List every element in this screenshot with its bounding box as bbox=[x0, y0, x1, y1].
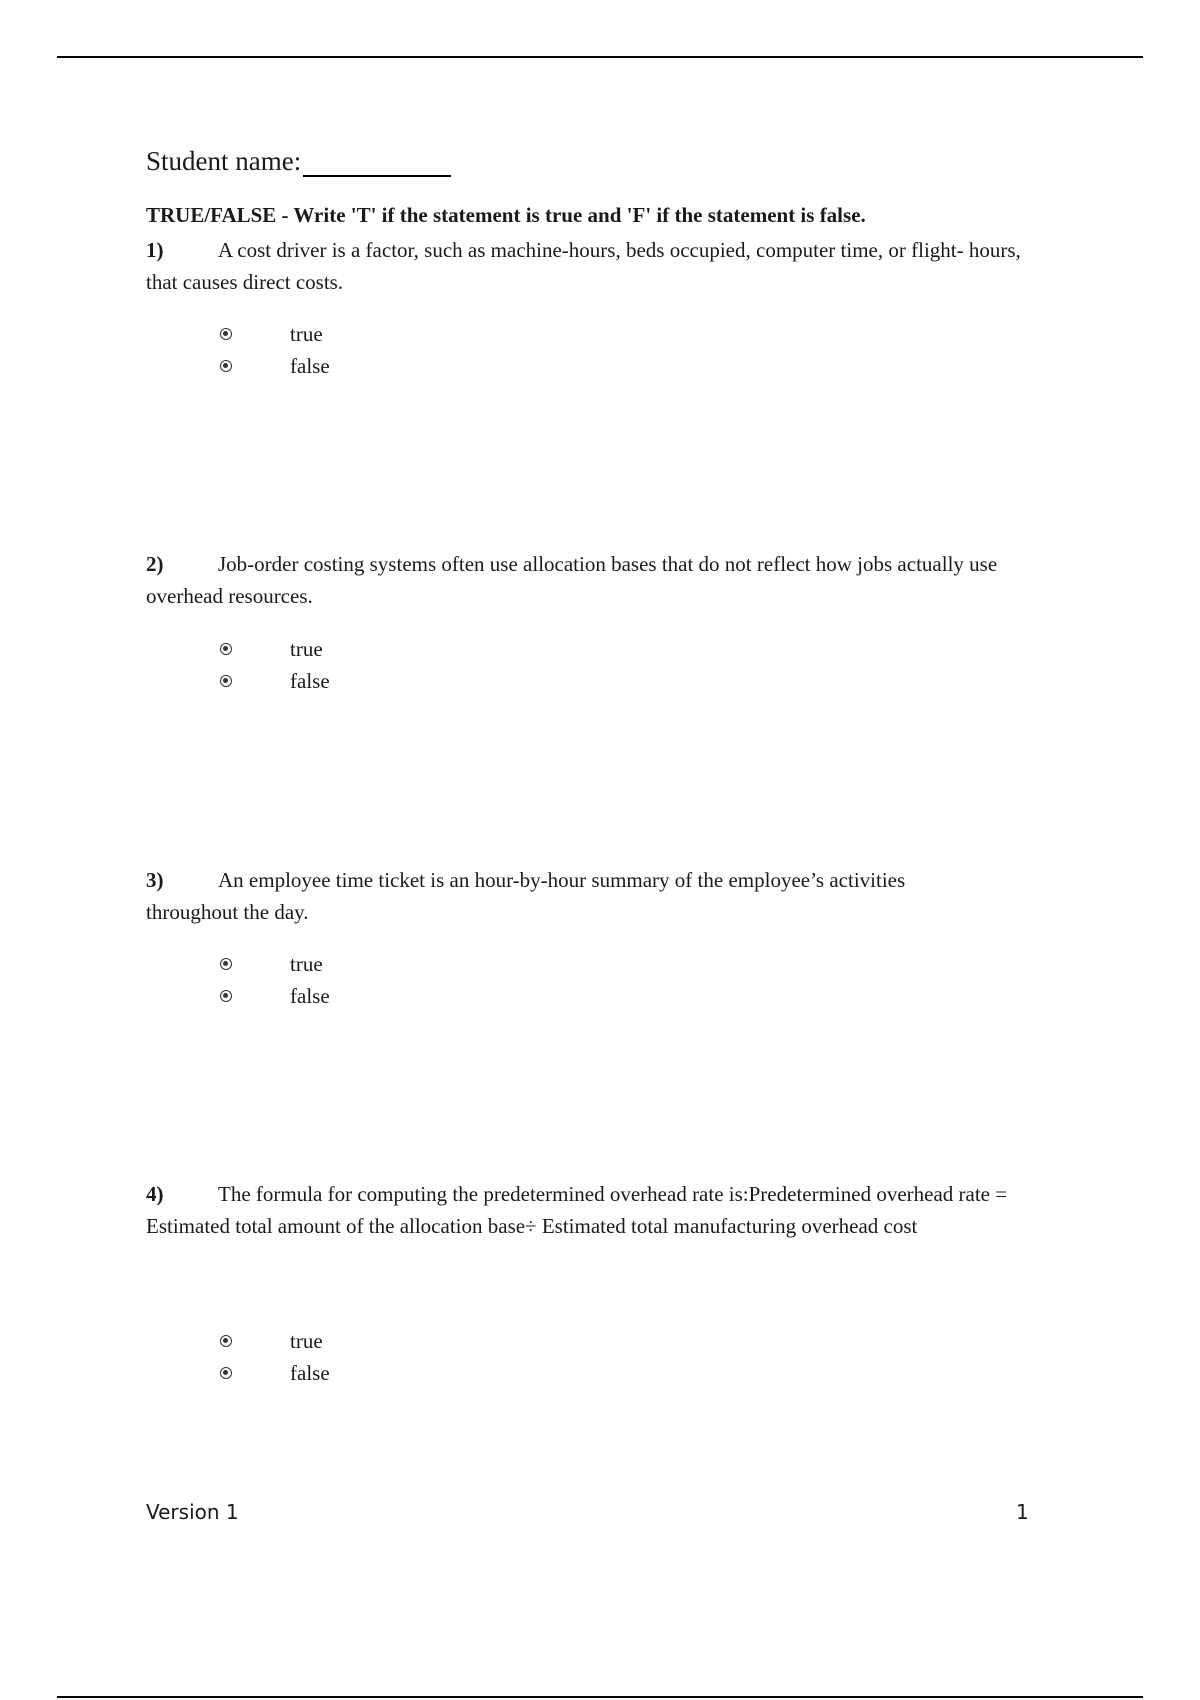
option-false[interactable] bbox=[220, 665, 330, 697]
question-text: The formula for computing the predetermined overhead rate is:Predetermined overhead rate = Estimated total amount of the allocation base÷ Estimated total manufacturing overhead cost bbox=[146, 1182, 1008, 1238]
option-true[interactable] bbox=[220, 318, 330, 350]
radio-icon[interactable] bbox=[220, 990, 232, 1002]
question-number: 1) bbox=[146, 238, 164, 262]
option-false[interactable] bbox=[220, 350, 330, 382]
radio-icon[interactable] bbox=[220, 328, 232, 340]
question-3-options bbox=[220, 948, 330, 1012]
option-label: false bbox=[290, 353, 330, 378]
student-name-line bbox=[146, 146, 451, 177]
question-text: An employee time ticket is an hour-by-hour summary of the employee’s activities throughout the day. bbox=[146, 868, 906, 924]
question-number: 3) bbox=[146, 868, 164, 892]
question-text: Job-order costing systems often use allocation bases that do not reflect how jobs actually use overhead resources. bbox=[146, 552, 998, 608]
question-1-options bbox=[220, 318, 330, 382]
option-false[interactable] bbox=[220, 980, 330, 1012]
radio-icon[interactable] bbox=[220, 360, 232, 372]
question-4 bbox=[146, 1178, 1076, 1242]
question-1 bbox=[146, 234, 1026, 298]
option-true[interactable] bbox=[220, 1325, 330, 1357]
footer-page-number: 1 bbox=[1016, 1500, 1029, 1524]
option-false[interactable] bbox=[220, 1357, 330, 1389]
question-3 bbox=[146, 864, 936, 928]
question-number: 4) bbox=[146, 1182, 164, 1206]
option-true[interactable] bbox=[220, 633, 330, 665]
question-2 bbox=[146, 548, 1016, 612]
radio-icon[interactable] bbox=[220, 1367, 232, 1379]
question-text: A cost driver is a factor, such as machine-hours, beds occupied, computer time, or flight- hours, that causes direct costs. bbox=[146, 238, 1021, 294]
option-label: true bbox=[290, 951, 323, 976]
footer-version: Version 1 bbox=[146, 1500, 239, 1524]
option-label: false bbox=[290, 1360, 330, 1385]
option-label: true bbox=[290, 636, 323, 661]
question-4-options bbox=[220, 1325, 330, 1389]
question-number: 2) bbox=[146, 552, 164, 576]
option-true[interactable] bbox=[220, 948, 330, 980]
radio-icon[interactable] bbox=[220, 675, 232, 687]
bottom-rule bbox=[57, 1696, 1143, 1698]
radio-icon[interactable] bbox=[220, 643, 232, 655]
question-2-options bbox=[220, 633, 330, 697]
radio-icon[interactable] bbox=[220, 1335, 232, 1347]
student-name-blank[interactable] bbox=[303, 147, 451, 177]
radio-icon[interactable] bbox=[220, 958, 232, 970]
instructions: TRUE/FALSE - Write 'T' if the statement is true and 'F' if the statement is false. bbox=[146, 203, 866, 227]
option-label: true bbox=[290, 1328, 323, 1353]
student-name-label: Student name: bbox=[146, 146, 302, 176]
option-label: false bbox=[290, 668, 330, 693]
option-label: false bbox=[290, 983, 330, 1008]
top-rule bbox=[57, 56, 1143, 58]
option-label: true bbox=[290, 321, 323, 346]
